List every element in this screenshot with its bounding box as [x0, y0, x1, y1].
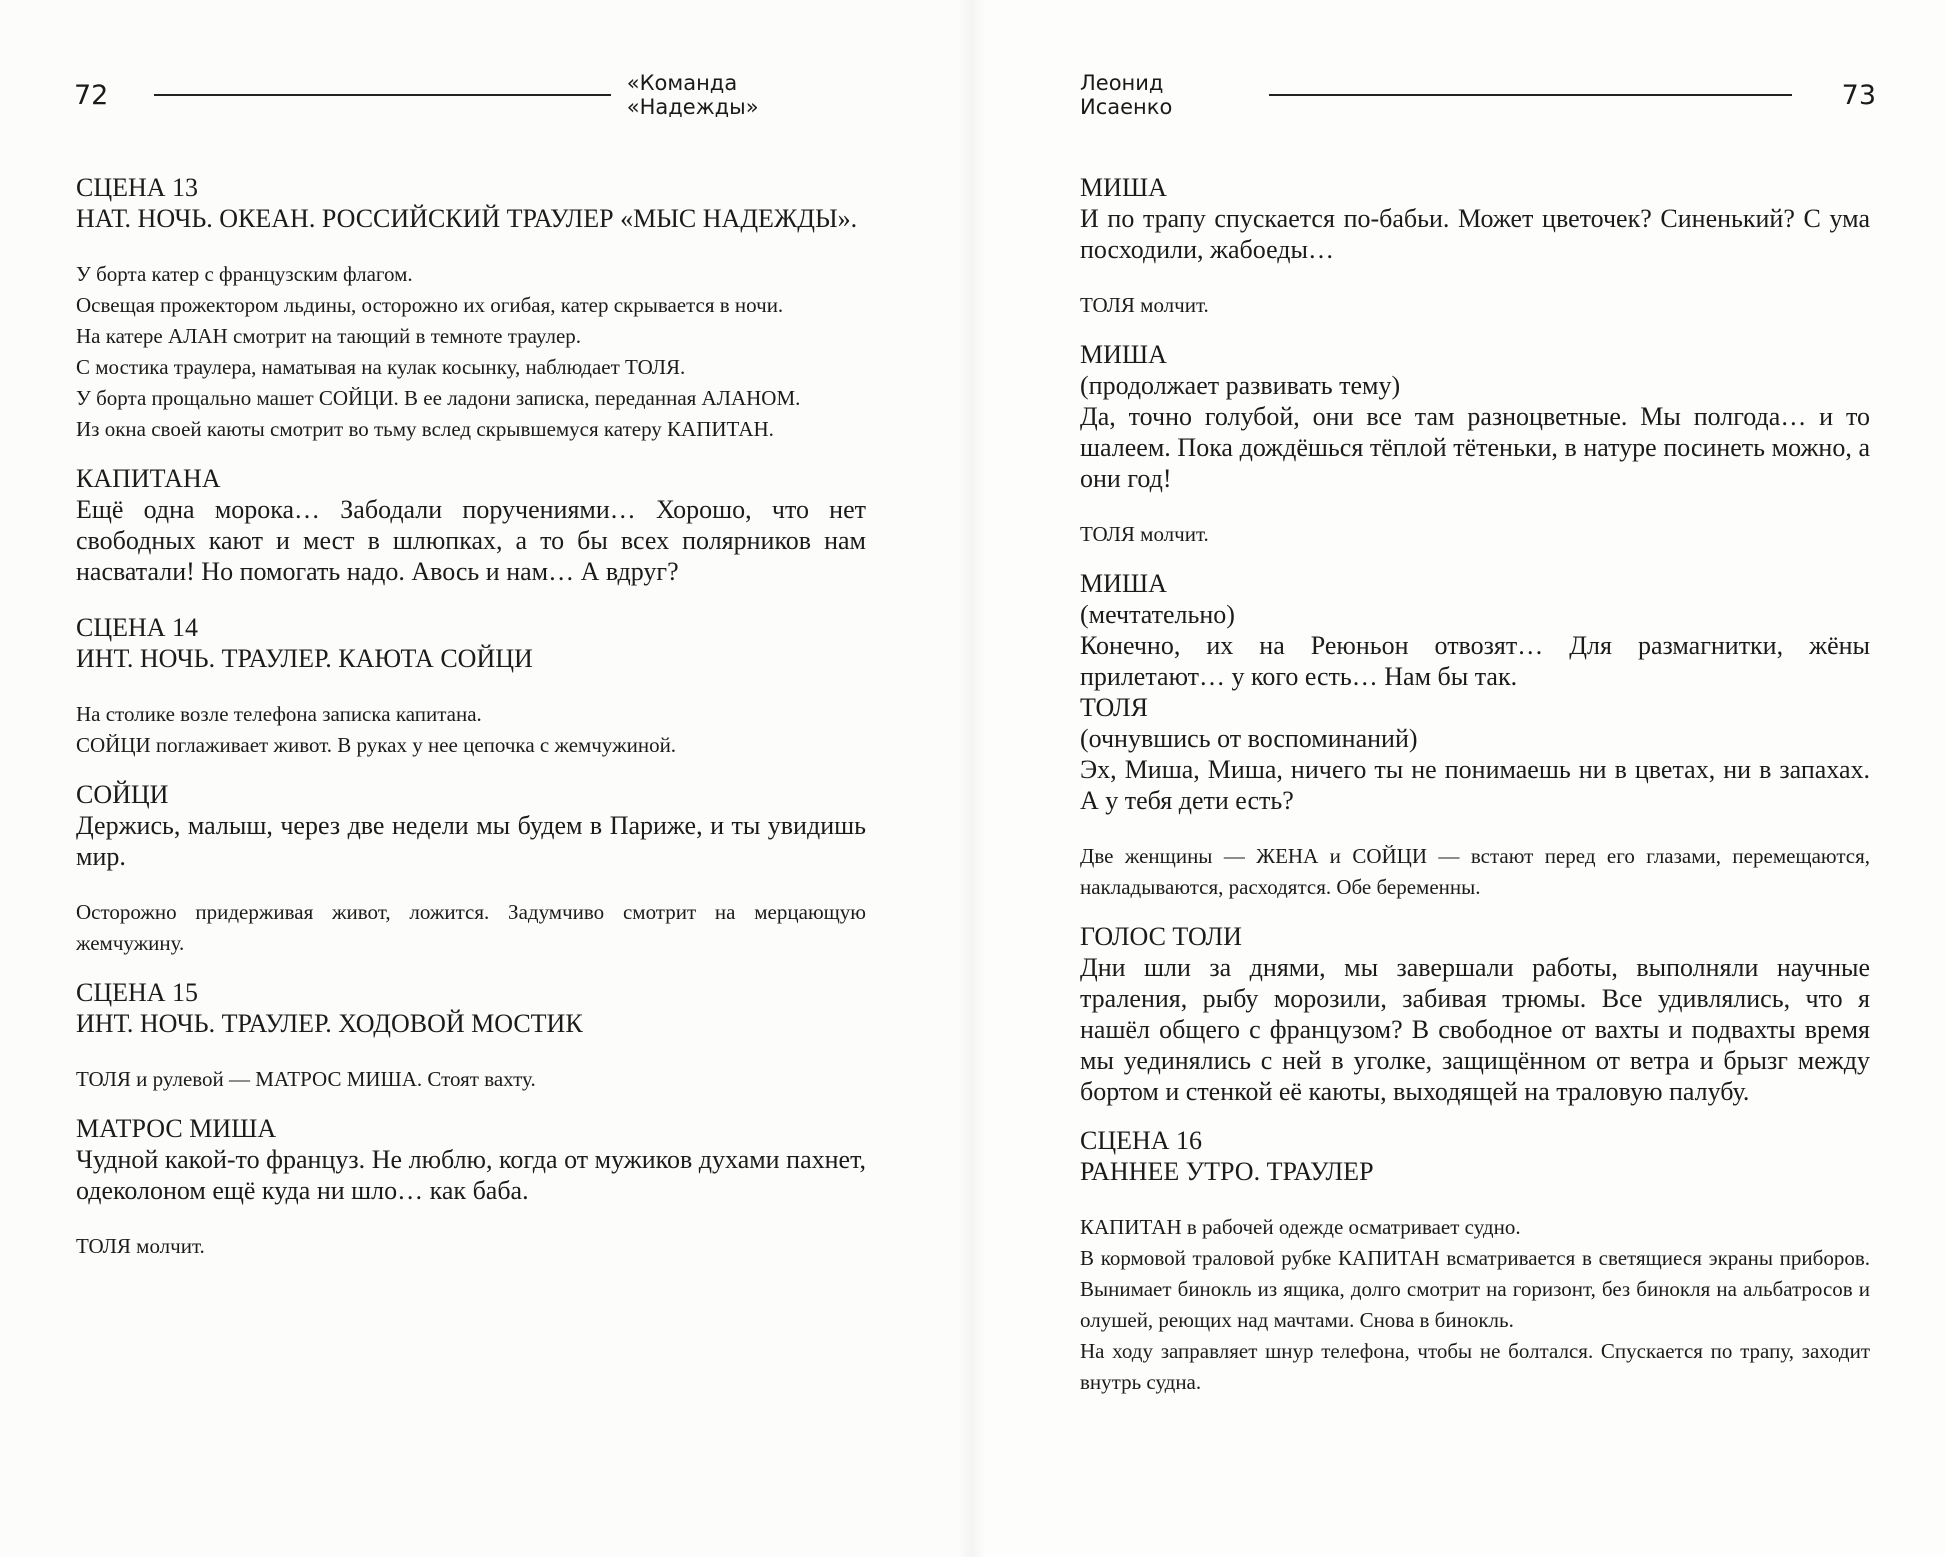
scene-number: СЦЕНА 15 [76, 978, 199, 1007]
action-line: Освещая прожектором льдины, осторожно их огибая, катер скрывается в ночи. [76, 293, 784, 317]
action-block [76, 1231, 866, 1262]
action-block [76, 897, 866, 959]
action-line: Из окна своей каюты смотрит во тьму вслед скрывшемуся катеру КАПИТАН. [76, 417, 774, 441]
dialogue-block [76, 1113, 866, 1206]
dialogue-text: Чудной какой-то француз. Не люблю, когда от мужиков духами пахнет, одеколоном ещё куда ни шло… как баба. [76, 1145, 866, 1205]
right-running-title: Леонид Исаенко [1080, 71, 1173, 119]
action-block [1080, 841, 1870, 903]
left-page-body [76, 172, 866, 1262]
left-page-number: 72 [74, 79, 109, 111]
scene-number: СЦЕНА 14 [76, 613, 199, 642]
dialogue-text: И по трапу спускается по-бабьи. Может цветочек? Синенький? С ума посходили, жабоеды… [1080, 204, 1870, 264]
dialogue-block [1080, 339, 1870, 494]
scene-location: НАТ. НОЧЬ. ОКЕАН. РОССИЙСКИЙ ТРАУЛЕР «МЫС НАДЕЖДЫ». [76, 204, 858, 233]
dialogue-text: Эх, Миша, Миша, ничего ты не понимаешь ни в цветах, ни в запахах. А у тебя дети есть? [1080, 755, 1870, 815]
action-block [1080, 290, 1870, 321]
header-rule [1269, 94, 1791, 96]
action-block [76, 1064, 866, 1095]
action-line: С мостика траулера, наматывая на кулак косынку, наблюдает ТОЛЯ. [76, 355, 686, 379]
parenthetical: (мечтательно) [1080, 600, 1235, 629]
scene-location: ИНТ. НОЧЬ. ТРАУЛЕР. КАЮТА СОЙЦИ [76, 644, 533, 673]
dialogue-text: Ещё одна морока… Забодали поручениями… Хорошо, что нет свободных кают и мест в шлюпках, а то бы всех полярников нам насватали! Но помогать надо. Авось и нам… А вдруг? [76, 495, 866, 586]
character-name: МИША [1080, 173, 1167, 202]
action-block [1080, 1212, 1870, 1398]
scene-heading [76, 172, 866, 234]
action-line: ТОЛЯ и рулевой — МАТРОС МИША. Стоят вахту. [76, 1067, 536, 1091]
character-name: СОЙЦИ [76, 780, 169, 809]
character-name: КАПИТАНА [76, 464, 221, 493]
scene-heading [76, 612, 866, 674]
action-line: ТОЛЯ молчит. [1080, 522, 1209, 546]
dialogue-text: Да, точно голубой, они все там разноцветные. Мы полгода… и то шалеем. Пока дождёшься тёплой тётеньки, в натуре посинеть можно, а они год! [1080, 402, 1870, 493]
action-line: Две женщины — ЖЕНА и СОЙЦИ — встают перед его глазами, перемещаются, накладываются, расходятся. Обе беременны. [1080, 844, 1870, 899]
scene-number: СЦЕНА 16 [1080, 1126, 1203, 1155]
right-page-number: 73 [1841, 79, 1876, 111]
parenthetical: (очнувшись от воспоминаний) [1080, 724, 1418, 753]
scene-number: СЦЕНА 13 [76, 173, 199, 202]
character-name: МАТРОС МИША [76, 1114, 277, 1143]
right-page-body [1080, 172, 1870, 1398]
action-line: На ходу заправляет шнур телефона, чтобы не болтался. Спускается по трапу, заходит внутрь судна. [1080, 1339, 1870, 1394]
dialogue-block [76, 463, 866, 587]
action-line: ТОЛЯ молчит. [76, 1234, 205, 1258]
dialogue-text: Конечно, их на Реюньон отвозят… Для размагнитки, жёны прилетают… у кого есть… Нам бы так. [1080, 631, 1870, 691]
dialogue-text: Держись, малыш, через две недели мы будем в Париже, и ты увидишь мир. [76, 811, 866, 871]
action-block [76, 259, 866, 445]
scene-heading [1080, 1125, 1870, 1187]
character-name: ГОЛОС ТОЛИ [1080, 922, 1242, 951]
action-line: В кормовой траловой рубке КАПИТАН всматривается в светящиеся экраны приборов. Вынимает бинокль из ящика, долго смотрит на горизонт, без бинокля на альбатросов и олушей, реющих над мачтами. Снова в бинокль. [1080, 1246, 1870, 1332]
action-block [1080, 519, 1870, 550]
parenthetical: (продолжает развивать тему) [1080, 371, 1401, 400]
scene-heading [76, 977, 866, 1039]
scene-location: ИНТ. НОЧЬ. ТРАУЛЕР. ХОДОВОЙ МОСТИК [76, 1009, 583, 1038]
character-name: МИША [1080, 569, 1167, 598]
header-rule [154, 94, 610, 96]
dialogue-block [1080, 172, 1870, 265]
action-line: На столике возле телефона записка капитана. [76, 702, 482, 726]
action-line: Осторожно придерживая живот, ложится. Задумчиво смотрит на мерцающую жемчужину. [76, 900, 866, 955]
character-name: ТОЛЯ [1080, 693, 1148, 722]
action-line: КАПИТАН в рабочей одежде осматривает судно. [1080, 1215, 1521, 1239]
dialogue-block [76, 779, 866, 872]
right-running-head [1080, 71, 1876, 119]
action-line: На катере АЛАН смотрит на тающий в темноте траулер. [76, 324, 582, 348]
action-line: У борта катер с французским флагом. [76, 262, 413, 286]
action-line: ТОЛЯ молчит. [1080, 293, 1209, 317]
left-running-head [74, 71, 868, 119]
scene-location: РАННЕЕ УТРО. ТРАУЛЕР [1080, 1157, 1374, 1186]
left-page [0, 0, 972, 1557]
action-line: У борта прощально машет СОЙЦИ. В ее ладони записка, переданная АЛАНОМ. [76, 386, 801, 410]
dialogue-block [1080, 921, 1870, 1107]
book-gutter [958, 0, 986, 1557]
left-running-title: «Команда «Надежды» [626, 71, 759, 119]
dialogue-text: Дни шли за днями, мы завершали работы, выполняли научные траления, рыбу морозили, забивая трюмы. Все удивлялись, что я нашёл общего с французом? В свободное от вахты и подвахты время мы уединялись с ней в уголке, защищённом от ветра и брызг между бортом и стенкой её каюты, выходящей на траловую палубу. [1080, 953, 1870, 1106]
dialogue-block [1080, 568, 1870, 816]
character-name: МИША [1080, 340, 1167, 369]
action-block [76, 699, 866, 761]
action-line: СОЙЦИ поглаживает живот. В руках у нее цепочка с жемчужиной. [76, 733, 677, 757]
